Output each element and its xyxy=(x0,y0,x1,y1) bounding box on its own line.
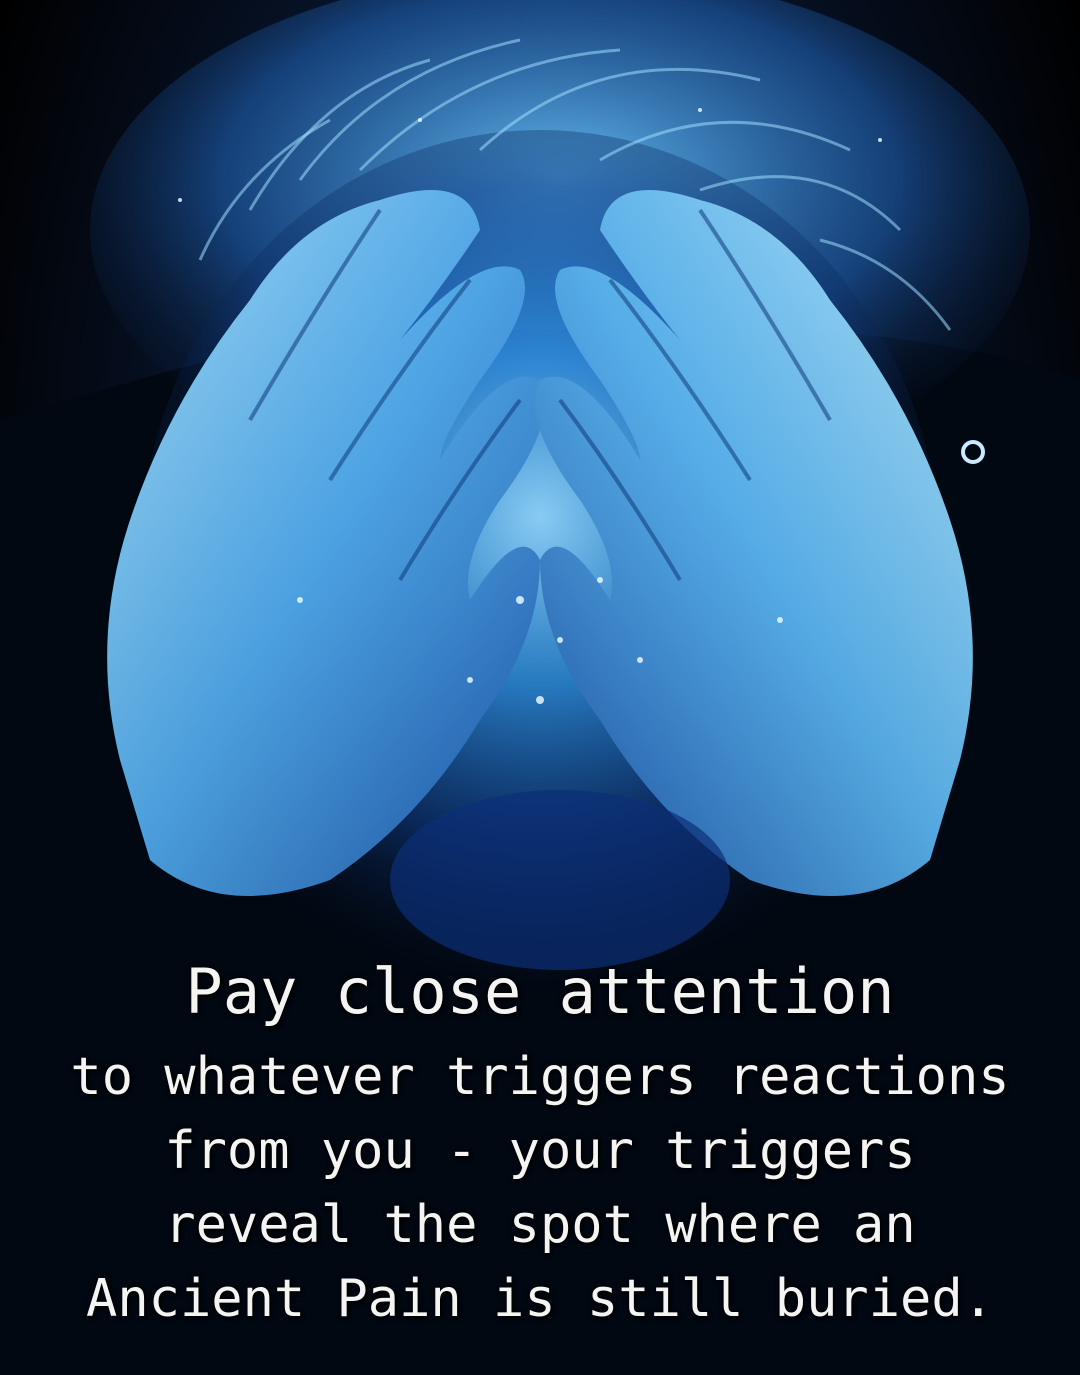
quote-line-3: reveal the spot where an xyxy=(164,1195,916,1255)
quote-line-4: Ancient Pain is still buried. xyxy=(86,1269,994,1329)
quote-line-2: from you - your triggers xyxy=(164,1121,916,1181)
quote-line-1: to whatever triggers reactions xyxy=(70,1047,1010,1107)
chin-shadow xyxy=(390,790,730,970)
quote-headline: Pay close attention xyxy=(185,955,895,1028)
